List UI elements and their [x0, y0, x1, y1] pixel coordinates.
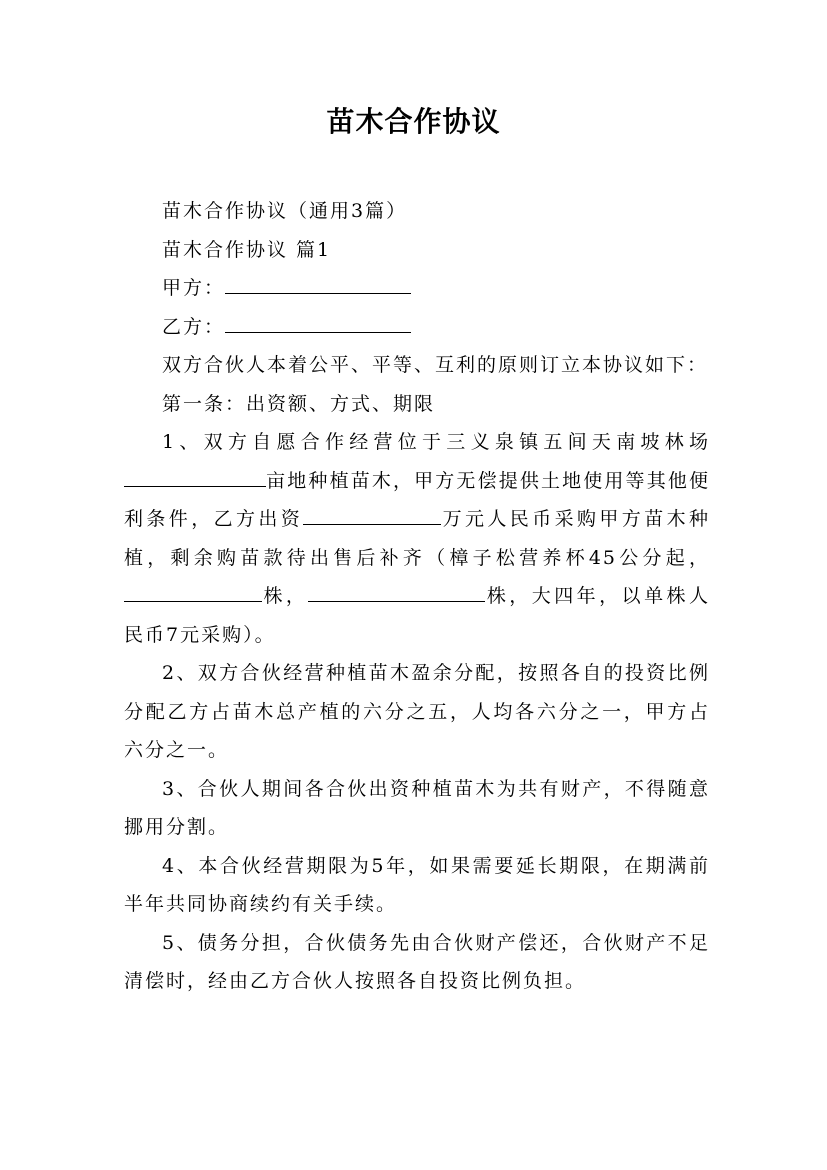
document-subtitle: 苗木合作协议（通用3篇） [162, 200, 408, 222]
clause-2: 2、双方合伙经营种植苗木盈余分配，按照各自的投资比例分配乙方占苗木总产植的六分之五，人均各六分之一，甲方占六分之一。 [124, 662, 710, 761]
party-a-blank [225, 275, 411, 294]
investment-amount-blank [303, 506, 441, 525]
party-b-blank [225, 314, 411, 333]
party-a-line [124, 269, 710, 308]
clause-3: 3、合伙人期间各合伙出资种植苗木为共有财产，不得随意挪用分割。 [124, 777, 710, 838]
clause-4: 4、本合伙经营期限为5年，如果需要延长期限，在期满前半年共同协商续约有关手续。 [124, 854, 710, 915]
document-title: 苗木合作协议 [326, 105, 501, 138]
clause-1-text-d: 株， [262, 585, 309, 607]
article1-heading: 第一条：出资额、方式、期限 [162, 392, 436, 415]
party-b-line [124, 308, 710, 347]
count-blank-1 [124, 583, 262, 602]
clause-1 [124, 423, 710, 654]
count-blank-2 [308, 583, 485, 602]
document-body [124, 192, 710, 1001]
clause-5: 5、债务分担，合伙债务先由合伙财产偿还，合伙财产不足清偿时，经由乙方合伙人按照各自投资比例负担。 [124, 931, 710, 992]
intro-paragraph: 双方合伙人本着公平、平等、互利的原则订立本协议如下： [162, 354, 709, 376]
clause-1-text-a: 1、双方自愿合作经营位于三义泉镇五间天南坡林场 [162, 431, 710, 453]
party-b-label: 乙方： [162, 315, 226, 338]
section-heading: 苗木合作协议 篇1 [162, 238, 332, 261]
party-a-label: 甲方： [162, 277, 226, 299]
clause-1-text-e: 株，大四年，以单株人民币7元采购）。 [124, 585, 710, 646]
acreage-blank [124, 468, 266, 487]
clause-1-text-b: 亩地种植苗木，甲方无偿提供土地使用等其他便利条件，乙方出资 [124, 469, 710, 530]
clause-1-text-c: 万元人民币采购甲方苗木种植，剩余购苗款待出售后补齐（樟子松营养杯45公分起， [124, 508, 710, 569]
